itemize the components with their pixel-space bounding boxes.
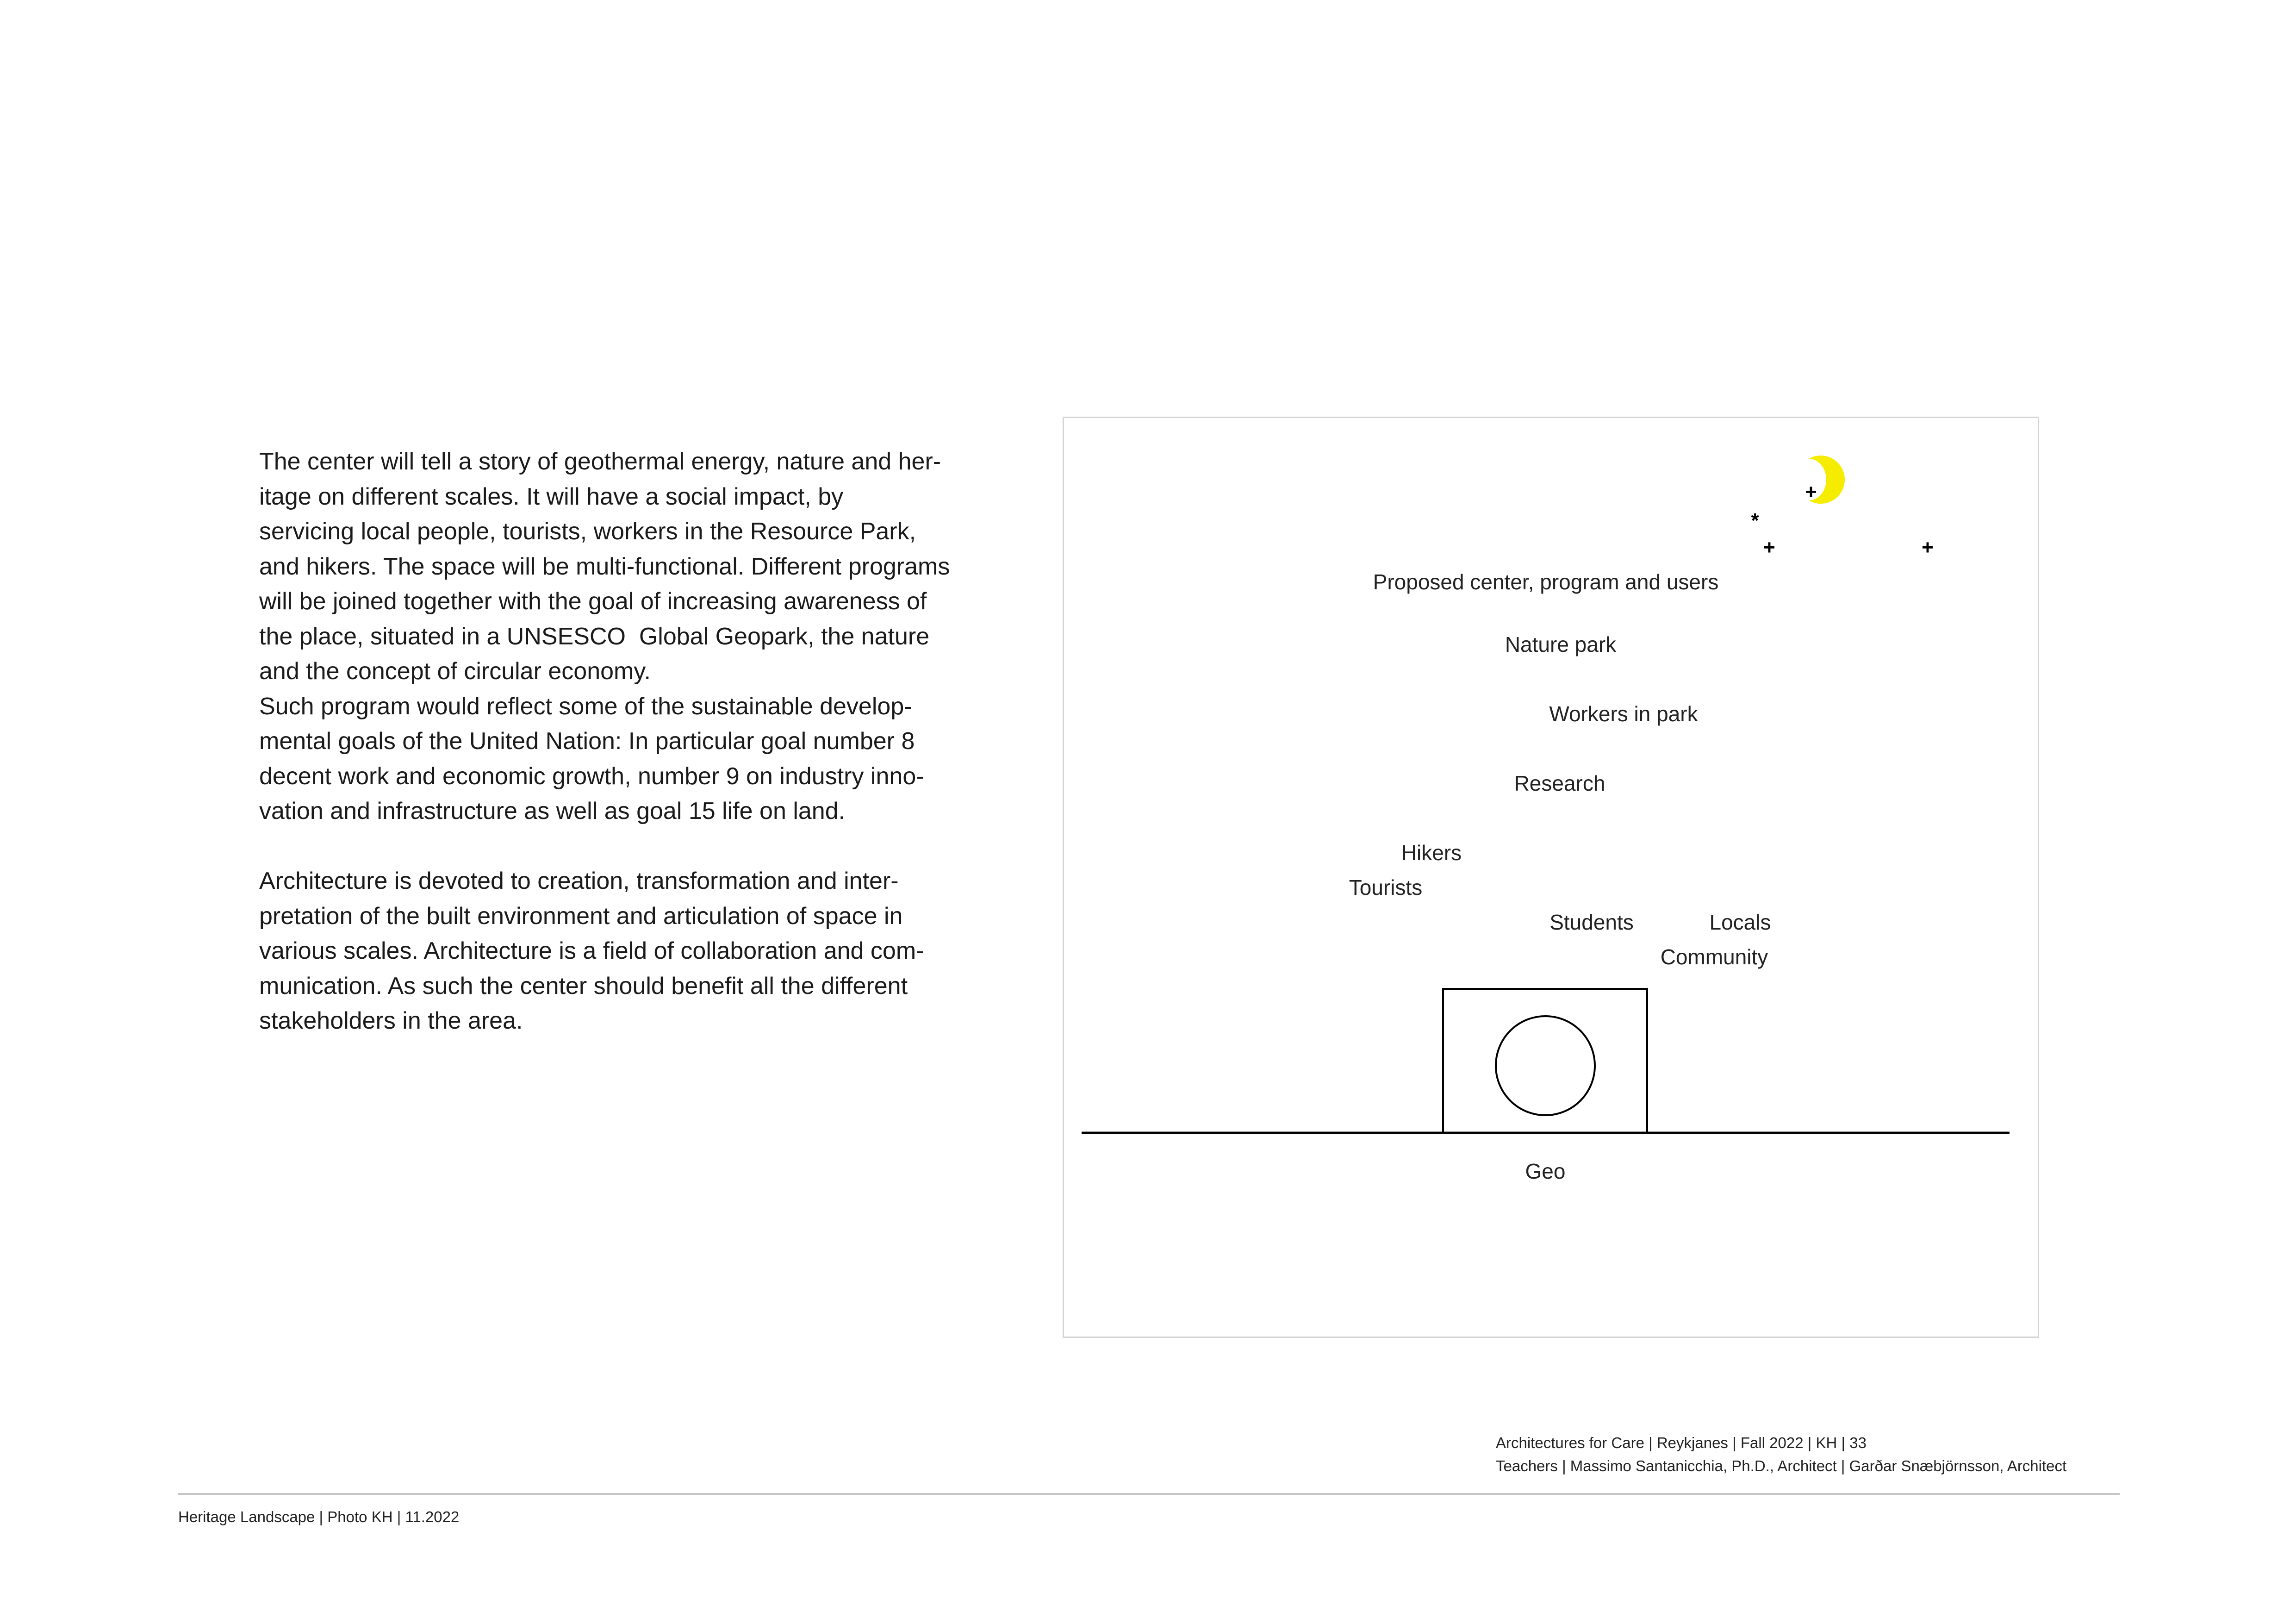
body-line: pretation of the built environment and articulation of space in [259, 902, 903, 930]
body-line: itage on different scales. It will have a social impact, by [259, 483, 844, 510]
label-locals: Locals [1709, 910, 1771, 934]
geothermal-circle [1496, 1016, 1595, 1115]
credits-course-line: Architectures for Care | Reykjanes | Fall 2022 | KH | 33 [1496, 1434, 1867, 1451]
body-text [259, 444, 1000, 1039]
credits-teachers-line: Teachers | Massimo Santanicchia, Ph.D., Architect | Garðar Snæbjörnsson, Architect [1496, 1457, 2067, 1474]
body-line: The center will tell a story of geothermal energy, nature and her- [259, 448, 941, 475]
footer-caption: Heritage Landscape | Photo KH | 11.2022 [178, 1508, 460, 1525]
label-nature-park: Nature park [1505, 632, 1617, 656]
label-students: Students [1549, 910, 1634, 934]
body-line: munication. As such the center should benefit all the different [259, 972, 908, 999]
label-workers: Workers in park [1549, 702, 1698, 726]
body-line: Architecture is devoted to creation, transformation and inter- [259, 868, 899, 894]
body-line: decent work and economic growth, number 9 on industry inno- [259, 762, 924, 790]
program-diagram [1063, 417, 2039, 1338]
body-line: Such program would reflect some of the sustainable develop- [259, 693, 912, 720]
body-line: and the concept of circular economy. [259, 658, 651, 685]
label-geo: Geo [1525, 1159, 1566, 1183]
label-tourists: Tourists [1349, 875, 1423, 899]
label-hikers: Hikers [1401, 841, 1462, 865]
footer-divider [178, 1493, 2120, 1495]
center-building-outline [1443, 989, 1647, 1133]
star-plus-mark: + [1922, 536, 1934, 559]
body-line: various scales. Architecture is a field of collaboration and com- [259, 937, 924, 964]
label-community: Community [1660, 945, 1768, 969]
body-line: stakeholders in the area. [259, 1007, 523, 1034]
body-line: and hikers. The space will be multi-functional. Different programs [259, 553, 950, 580]
diagram-title: Proposed center, program and users [1373, 570, 1719, 594]
body-line: the place, situated in a UNSESCO Global Geopark, the nature [259, 623, 930, 650]
body-line: servicing local people, tourists, workers in the Resource Park, [259, 518, 916, 545]
star-plus-mark: + [1763, 536, 1775, 559]
paragraph-gap [259, 829, 1000, 864]
body-line: mental goals of the United Nation: In particular goal number 8 [259, 728, 915, 755]
star-plus-mark: + [1805, 481, 1817, 503]
diagram-svg [1064, 418, 2038, 1337]
body-line: vation and infrastructure as well as goal 15 life on land. [259, 798, 846, 824]
footer-credits [1496, 1431, 2066, 1478]
body-line: will be joined together with the goal of increasing awareness of [259, 588, 927, 615]
star-asterisk-mark: * [1751, 509, 1759, 532]
label-research: Research [1514, 771, 1605, 795]
